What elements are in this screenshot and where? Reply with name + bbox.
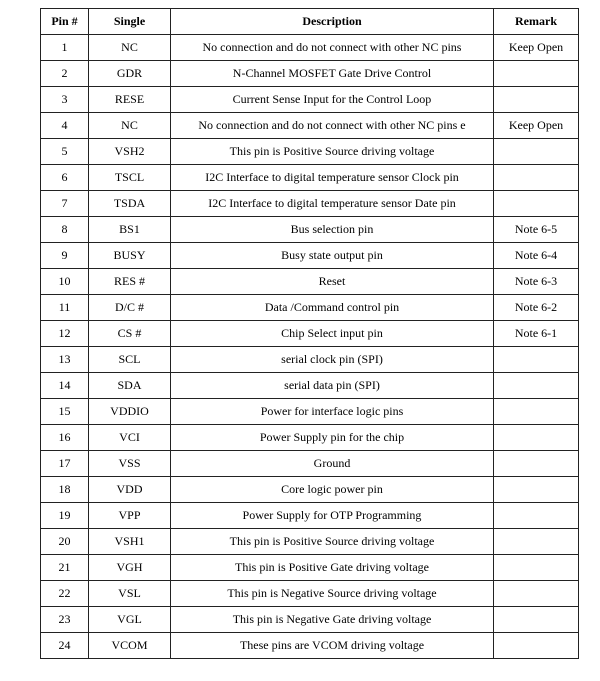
- description-cell: I2C Interface to digital temperature sensor Clock pin: [171, 165, 494, 191]
- remark-cell: [494, 607, 579, 633]
- header-remark: Remark: [494, 9, 579, 35]
- signal-name-cell: RES #: [89, 269, 171, 295]
- remark-cell: [494, 633, 579, 659]
- remark-cell: Note 6-1: [494, 321, 579, 347]
- description-cell: Data /Command control pin: [171, 295, 494, 321]
- description-cell: No connection and do not connect with other NC pins: [171, 35, 494, 61]
- pin-number-cell: 6: [41, 165, 89, 191]
- remark-cell: [494, 373, 579, 399]
- pin-number-cell: 17: [41, 451, 89, 477]
- description-cell: This pin is Positive Gate driving voltage: [171, 555, 494, 581]
- pin-number-cell: 9: [41, 243, 89, 269]
- remark-cell: Note 6-3: [494, 269, 579, 295]
- signal-name-cell: BS1: [89, 217, 171, 243]
- signal-name-cell: SCL: [89, 347, 171, 373]
- table-row: [41, 503, 579, 529]
- table-row: [41, 269, 579, 295]
- signal-name-cell: VSL: [89, 581, 171, 607]
- remark-cell: [494, 581, 579, 607]
- signal-name-cell: VGH: [89, 555, 171, 581]
- remark-cell: Keep Open: [494, 35, 579, 61]
- signal-name-cell: VSH2: [89, 139, 171, 165]
- signal-name-cell: TSCL: [89, 165, 171, 191]
- header-signal: Single: [89, 9, 171, 35]
- pin-number-cell: 21: [41, 555, 89, 581]
- remark-cell: Keep Open: [494, 113, 579, 139]
- pin-number-cell: 5: [41, 139, 89, 165]
- table-row: [41, 399, 579, 425]
- table-row: [41, 113, 579, 139]
- signal-name-cell: VSH1: [89, 529, 171, 555]
- signal-name-cell: VCI: [89, 425, 171, 451]
- pin-number-cell: 24: [41, 633, 89, 659]
- remark-cell: [494, 87, 579, 113]
- signal-name-cell: CS #: [89, 321, 171, 347]
- remark-cell: [494, 347, 579, 373]
- signal-name-cell: VPP: [89, 503, 171, 529]
- remark-cell: Note 6-4: [494, 243, 579, 269]
- table-row: [41, 191, 579, 217]
- table-row: [41, 633, 579, 659]
- description-cell: Power Supply pin for the chip: [171, 425, 494, 451]
- pin-number-cell: 2: [41, 61, 89, 87]
- remark-cell: [494, 399, 579, 425]
- description-cell: Core logic power pin: [171, 477, 494, 503]
- description-cell: This pin is Positive Source driving voltage: [171, 139, 494, 165]
- remark-cell: Note 6-5: [494, 217, 579, 243]
- remark-cell: [494, 529, 579, 555]
- pin-number-cell: 15: [41, 399, 89, 425]
- pin-number-cell: 22: [41, 581, 89, 607]
- table-row: [41, 321, 579, 347]
- pin-number-cell: 8: [41, 217, 89, 243]
- description-cell: serial clock pin (SPI): [171, 347, 494, 373]
- signal-name-cell: VDD: [89, 477, 171, 503]
- table-row: [41, 165, 579, 191]
- table-row: [41, 87, 579, 113]
- description-cell: Chip Select input pin: [171, 321, 494, 347]
- description-cell: Power Supply for OTP Programming: [171, 503, 494, 529]
- remark-cell: [494, 555, 579, 581]
- table-header-row: [41, 9, 579, 35]
- description-cell: Reset: [171, 269, 494, 295]
- description-cell: Current Sense Input for the Control Loop: [171, 87, 494, 113]
- pin-number-cell: 7: [41, 191, 89, 217]
- signal-name-cell: NC: [89, 35, 171, 61]
- pin-number-cell: 10: [41, 269, 89, 295]
- pin-number-cell: 3: [41, 87, 89, 113]
- header-description: Description: [171, 9, 494, 35]
- pin-number-cell: 20: [41, 529, 89, 555]
- pin-number-cell: 16: [41, 425, 89, 451]
- description-cell: Power for interface logic pins: [171, 399, 494, 425]
- remark-cell: [494, 165, 579, 191]
- description-cell: Busy state output pin: [171, 243, 494, 269]
- pin-number-cell: 11: [41, 295, 89, 321]
- table-row: [41, 477, 579, 503]
- header-pin: Pin #: [41, 9, 89, 35]
- remark-cell: [494, 191, 579, 217]
- pin-definition-table: [40, 8, 579, 659]
- description-cell: This pin is Negative Source driving voltage: [171, 581, 494, 607]
- table-row: [41, 425, 579, 451]
- signal-name-cell: VSS: [89, 451, 171, 477]
- signal-name-cell: TSDA: [89, 191, 171, 217]
- signal-name-cell: SDA: [89, 373, 171, 399]
- description-cell: N-Channel MOSFET Gate Drive Control: [171, 61, 494, 87]
- table-row: [41, 347, 579, 373]
- table-row: [41, 451, 579, 477]
- signal-name-cell: BUSY: [89, 243, 171, 269]
- table-row: [41, 529, 579, 555]
- pin-number-cell: 23: [41, 607, 89, 633]
- remark-cell: Note 6-2: [494, 295, 579, 321]
- remark-cell: [494, 61, 579, 87]
- remark-cell: [494, 139, 579, 165]
- table-row: [41, 139, 579, 165]
- description-cell: These pins are VCOM driving voltage: [171, 633, 494, 659]
- pin-number-cell: 18: [41, 477, 89, 503]
- description-cell: Bus selection pin: [171, 217, 494, 243]
- description-cell: No connection and do not connect with other NC pins e: [171, 113, 494, 139]
- remark-cell: [494, 477, 579, 503]
- table-row: [41, 295, 579, 321]
- description-cell: This pin is Negative Gate driving voltage: [171, 607, 494, 633]
- signal-name-cell: GDR: [89, 61, 171, 87]
- pin-number-cell: 4: [41, 113, 89, 139]
- pin-number-cell: 13: [41, 347, 89, 373]
- description-cell: This pin is Positive Source driving voltage: [171, 529, 494, 555]
- signal-name-cell: VDDIO: [89, 399, 171, 425]
- description-cell: I2C Interface to digital temperature sensor Date pin: [171, 191, 494, 217]
- pin-number-cell: 1: [41, 35, 89, 61]
- signal-name-cell: NC: [89, 113, 171, 139]
- table-body: [41, 35, 579, 659]
- signal-name-cell: D/C #: [89, 295, 171, 321]
- table-row: [41, 607, 579, 633]
- description-cell: Ground: [171, 451, 494, 477]
- remark-cell: [494, 503, 579, 529]
- pin-number-cell: 12: [41, 321, 89, 347]
- table-row: [41, 243, 579, 269]
- table-row: [41, 35, 579, 61]
- description-cell: serial data pin (SPI): [171, 373, 494, 399]
- remark-cell: [494, 451, 579, 477]
- signal-name-cell: RESE: [89, 87, 171, 113]
- signal-name-cell: VGL: [89, 607, 171, 633]
- signal-name-cell: VCOM: [89, 633, 171, 659]
- pin-number-cell: 19: [41, 503, 89, 529]
- table-row: [41, 555, 579, 581]
- table-row: [41, 373, 579, 399]
- table-row: [41, 61, 579, 87]
- remark-cell: [494, 425, 579, 451]
- pin-number-cell: 14: [41, 373, 89, 399]
- table-row: [41, 581, 579, 607]
- table-row: [41, 217, 579, 243]
